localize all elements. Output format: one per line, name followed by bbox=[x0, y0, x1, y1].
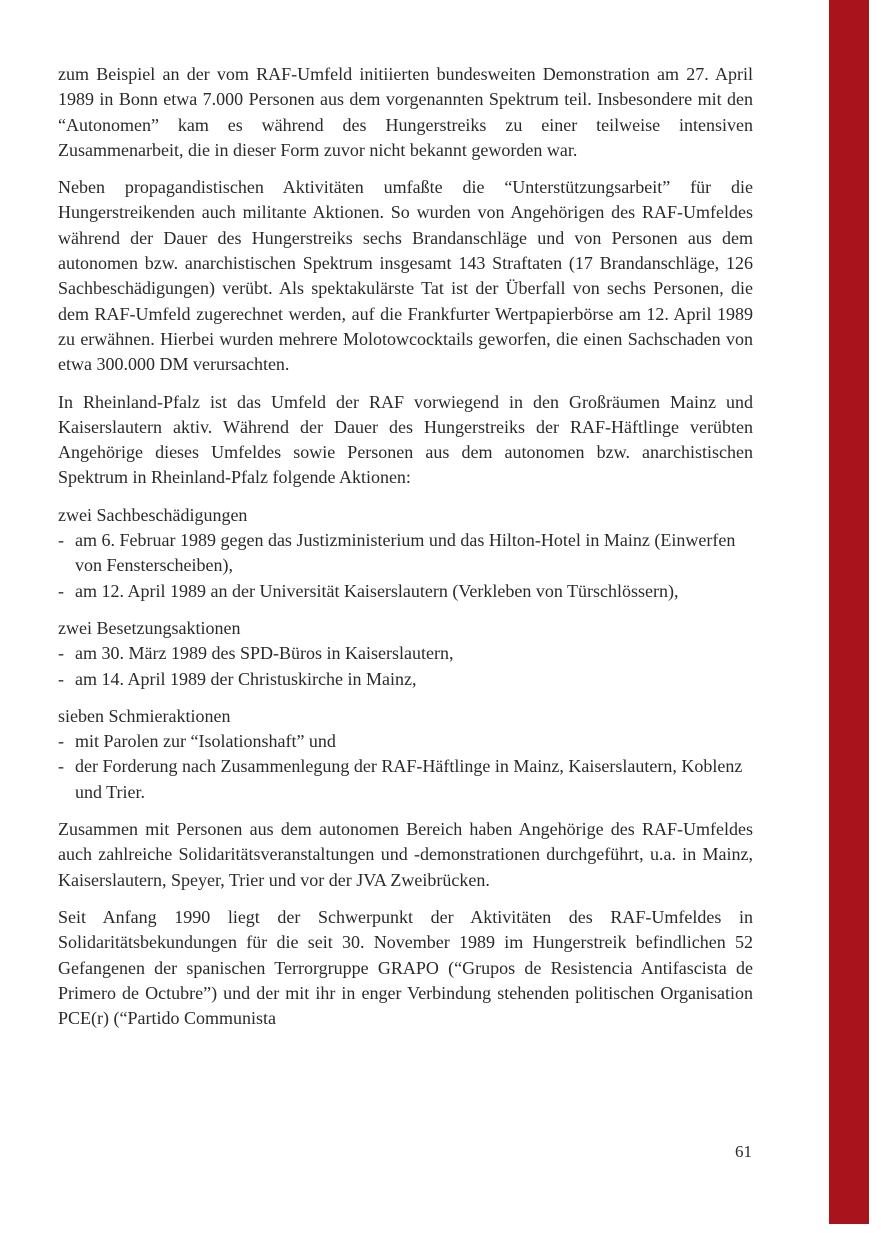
paragraph-4: Zusammen mit Personen aus dem autonomen Bereich haben Angehörige des RAF-Umfeldes auch zahlreiche Solidaritätsveranstaltungen und -demonstrationen durchgeführt, u.a. in Mainz, Kaiserslautern, Speyer, Trier und vor der JVA Zweibrücken. bbox=[58, 819, 753, 890]
list-besetzungsaktionen bbox=[58, 641, 753, 692]
list-heading-sachbeschaedigungen: zwei Sachbeschädigungen bbox=[58, 504, 248, 525]
document-body bbox=[58, 62, 753, 1043]
list-item: - der Forderung nach Zusammenlegung der RAF-Häftlinge in Mainz, Kaiserslautern, Koblenz und Trier. bbox=[58, 754, 753, 805]
list-heading-schmieraktionen: sieben Schmieraktionen bbox=[58, 705, 231, 726]
page-number: 61 bbox=[735, 1142, 752, 1161]
list-item: - am 30. März 1989 des SPD-Büros in Kaiserslautern, bbox=[58, 641, 753, 666]
red-margin-stripe bbox=[829, 0, 869, 1224]
list-schmieraktionen bbox=[58, 729, 753, 805]
list-item: - am 12. April 1989 an der Universität Kaiserslautern (Verkleben von Türschlössern), bbox=[58, 579, 753, 604]
list-heading-besetzungsaktionen: zwei Besetzungsaktionen bbox=[58, 617, 241, 638]
list-item: - am 6. Februar 1989 gegen das Justizministerium und das Hilton-Hotel in Mainz (Einwerfen von Fensterscheiben), bbox=[58, 528, 753, 579]
list-item: - mit Parolen zur “Isolationshaft” und bbox=[58, 729, 753, 754]
paragraph-2: Neben propagandistischen Aktivitäten umfaßte die “Unterstützungsarbeit” für die Hungerstreikenden auch militante Aktionen. So wurden von Angehörigen des RAF-Umfeldes während der Dauer des Hungerstreiks sechs Brandanschläge und von Personen aus dem autonomen bzw. anarchistischen Spektrum insgesamt 143 Straftaten (17 Brandanschläge, 126 Sachbeschädigungen) verübt. Als spektakulärste Tat ist der Überfall von sechs Personen, die dem RAF-Umfeld zugerechnet werden, auf die Frankfurter Wertpapierbörse am 12. April 1989 zu erwähnen. Hierbei wurden mehrere Molotowcocktails geworfen, die einen Sachschaden von etwa 300.000 DM verursachten. bbox=[58, 177, 753, 375]
paragraph-5: Seit Anfang 1990 liegt der Schwerpunkt der Aktivitäten des RAF-Umfeldes in Solidaritätsbekundungen für die seit 30. November 1989 im Hungerstreik befindlichen 52 Gefangenen der spanischen Terrorgruppe GRAPO (“Grupos de Resistencia Antifascista de Primero de Octubre”) und der mit ihr in enger Verbindung stehenden politischen Organisation PCE(r) (“Partido Communista bbox=[58, 906, 753, 1029]
list-sachbeschaedigungen bbox=[58, 528, 753, 604]
paragraph-1: zum Beispiel an der vom RAF-Umfeld initiierten bundesweiten Demonstration am 27. April 1989 in Bonn etwa 7.000 Personen aus dem vorgenannten Spektrum teil. Insbesondere mit den “Autonomen” kam es während des Hungerstreiks zu einer teilweise intensiven Zusammenarbeit, die in dieser Form zuvor nicht bekannt geworden war. bbox=[58, 64, 753, 160]
paragraph-3: In Rheinland-Pfalz ist das Umfeld der RAF vorwiegend in den Großräumen Mainz und Kaiserslautern aktiv. Während der Dauer des Hungerstreiks der RAF-Häftlinge verübten Angehörige dieses Umfeldes sowie Personen aus dem autonomen bzw. anarchistischen Spektrum in Rheinland-Pfalz folgende Aktionen: bbox=[58, 391, 753, 488]
list-item: - am 14. April 1989 der Christuskirche in Mainz, bbox=[58, 667, 753, 692]
